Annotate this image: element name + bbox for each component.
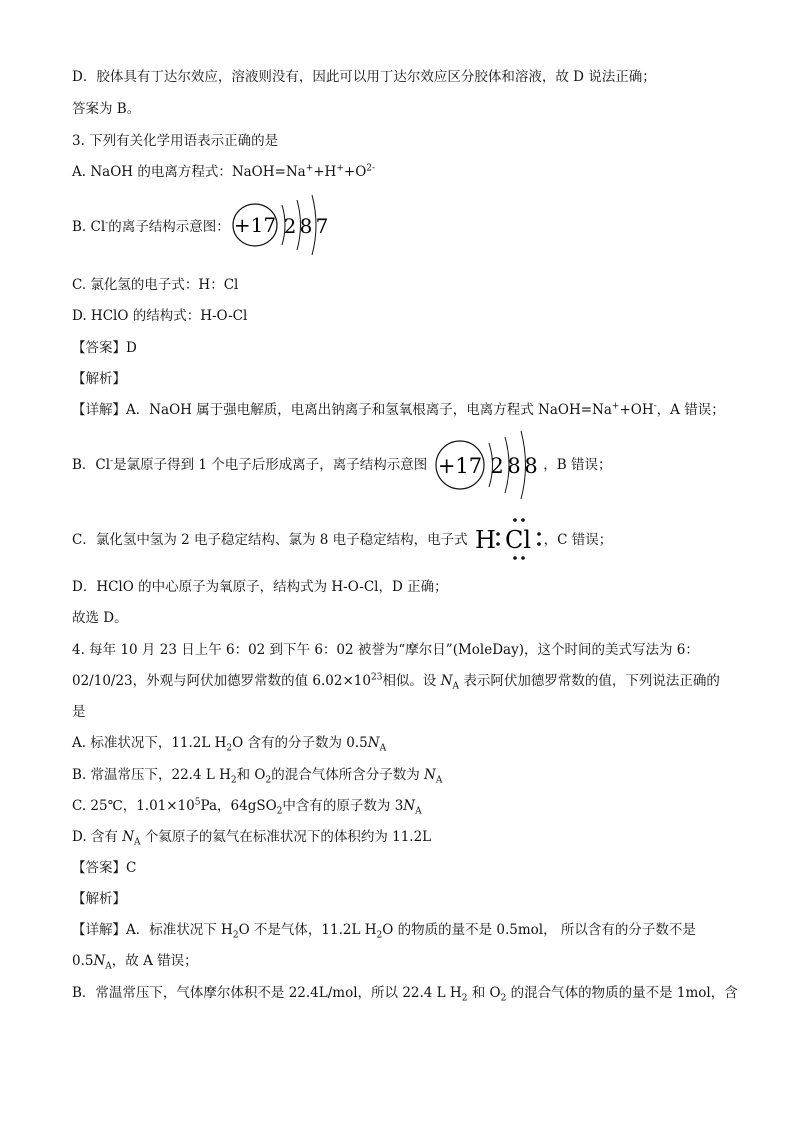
shell-label: 8 — [507, 454, 521, 478]
ion-structure-diagram-1 — [230, 190, 340, 260]
explain-d: D．HClO 的中心原子为氧原子，结构式为 H-O-Cl，D 正确； — [72, 579, 448, 595]
explain-4b: B．常温常压下，气体摩尔体积不是 22.4L/mol，所以 22.4 L $H_2$ 和 $O_2$ 的混合气体的物质的量不是 1mol，含 — [72, 985, 738, 1004]
shell-label: 8 — [524, 454, 538, 478]
shell-label: 2 — [490, 454, 504, 478]
explain-4a-line2: $0.5N_A$，故 A 错误； — [72, 953, 198, 972]
option-4b: B. 常温常压下，22.4 L $H_2$和 $O_2$的混合气体所含分子数为 $N_A$ — [72, 767, 443, 786]
text-line: D．胶体具有丁达尔效应，溶液则没有，因此可以用丁达尔效应区分胶体和溶液，故 D 说法正确； — [72, 69, 656, 85]
svg-text:H: H — [475, 526, 496, 554]
answer-label: 【答案】C — [72, 860, 137, 876]
electron-formula — [473, 514, 549, 562]
conclusion: 故选 D。 — [72, 610, 128, 626]
shell-label: 2 — [283, 214, 297, 238]
shell-label: 8 — [299, 214, 313, 238]
explain-c: C．氯化氢中氢为 2 电子稳定结构、氯为 8 电子稳定结构，电子式 ，C 错误； — [72, 532, 613, 548]
option-3d: D. HClO 的结构式：H-O-Cl — [72, 308, 248, 324]
explain-a: 【详解】A．NaOH 属于强电解质，电离出钠离子和氢氧根离子，电离方程式 NaOH=Na++OH-，A 错误； — [72, 401, 725, 418]
question-4-line3: 是 — [72, 704, 86, 720]
svg-text:Cl: Cl — [505, 526, 532, 554]
option-4a: A. 标准状况下，11.2L $H_2O$ 含有的分子数为 $0.5N_A$ — [72, 735, 387, 754]
explain-b: B．Cl-是氯原子得到 1 个电子后形成离子，离子结构示意图 ，B 错误； — [72, 456, 612, 473]
question-4-line2: 02/10/23，外观与阿伏加德罗常数的值 $6.02\times 10^{23}$相似。设 $N_A$ 表示阿伏加德罗常数的值，下列说法正确的 — [72, 672, 720, 692]
explain-4a-line1: 【详解】A．标准状况下 $H_2O$ 不是气体，11.2L $H_2O$ 的物质的量不是 0.5mol， 所以含有的分子数不是 — [72, 922, 696, 941]
answer-label: 【答案】D — [72, 340, 137, 356]
ion-structure-diagram-2 — [433, 427, 551, 503]
option-3c: C. 氯化氢的电子式：H：Cl — [72, 277, 239, 293]
option-4d: D. 含有 $N_A$ 个氦原子的氦气在标准状况下的体积约为 11.2L — [72, 829, 432, 848]
question-4-line1: 4. 每年 10 月 23 日上午 6：02 到下午 6：02 被誉为“摩尔日”(MoleDay)，这个时间的美式写法为 6： — [72, 642, 699, 658]
text-line: 答案为 B。 — [72, 101, 141, 117]
shell-label: 7 — [315, 214, 329, 238]
analysis-label: 【解析】 — [72, 371, 126, 387]
option-4c: C. 25℃，$1.01\times 10^5Pa$，64gSO$_2$中含有的原子数为 $3N_A$ — [72, 797, 422, 817]
option-3a: A. NaOH 的电离方程式：$NaOH=Na^++H^++O^{2-}$ — [72, 163, 376, 180]
analysis-label: 【解析】 — [72, 891, 126, 907]
nucleus-label: +17 — [437, 454, 483, 478]
question-3: 3. 下列有关化学用语表示正确的是 — [72, 133, 279, 149]
option-3b: B. Cl-的离子结构示意图： — [72, 218, 230, 235]
nucleus-label: +17 — [233, 213, 277, 237]
